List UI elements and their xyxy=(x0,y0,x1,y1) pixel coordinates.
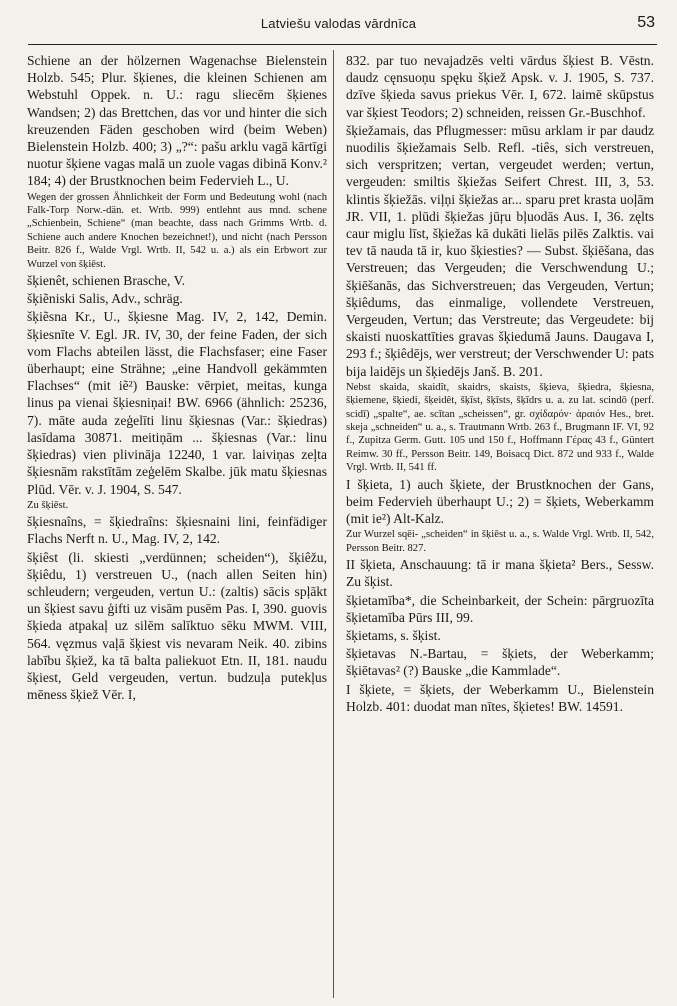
etymology-note: Wegen der grossen Ähnlichkeit der Form und Bedeutung wohl (nach Falk-Torp Norw.-dän. et. Wrtb. 999) entlehnt aus mnd. schene „Schienbein, Schiene“ (man beachte, dass nach Grimms Wrtb. d. Schiene auch andere Knochen bezeichnet!), und nicht (nach Persson Beitr. 826 f., Walde Vrgl. Wrtb. II, 542 u. a.) als ein Erbwort zur Wurzel von šķiēst. xyxy=(27,191,327,270)
entry-paragraph: šķienêt, schienen Brasche, V. xyxy=(27,273,186,289)
entry-paragraph: I šķiete, = šķiets, der Weberkamm U., Bielenstein Holzb. 401: duodat man nītes, šķietes! BW. 14591. xyxy=(346,681,654,714)
header-rule xyxy=(28,44,657,45)
page-number: 53 xyxy=(637,14,655,31)
etymology-note: Zur Wurzel sqēi- „scheiden“ in šķiēst u. a., s. Walde Vrgl. Wrtb. II, 542, Persson Beitr. 827. xyxy=(346,529,654,554)
entry-paragraph: šķiêst (li. skiesti „verdünnen; scheiden“), šķiêžu, šķiêdu, 1) verstreuen U., (nach allen Seiten hin) schleudern; vergeuden, vertun U.: (zaltis) sācis spļākt un šķiest savu ģifti uz visām pusēm Pas. I, 390. guovis šķieda atpakaļ uz silēm salīktuo sēku MWM. VIII, 564. vęzmus vaļā šķiest vis nevaram Neik. 40. zibins labību šķiež, ka tā balta paliekuot Etn. II, 181. naudu šķiest, Geld vergeuden, vertun. budzuļa putekļus mēness šķiež Vēr. I, xyxy=(27,549,327,703)
entry-paragraph: II šķieta, Anschauung: tā ir mana šķieta² Bers., Sessw. Zu šķist. xyxy=(346,557,654,590)
entry-paragraph: šķietams, s. šķist. xyxy=(346,627,441,643)
entry-paragraph: šķiesnaîns, = šķiedraîns: šķiesnaini lini, feinfädiger Flachs Nerft n. U., Mag. IV, 2, 142. xyxy=(27,514,327,547)
entry-paragraph: šķiežamais, das Pflugmesser: mūsu arklam ir par daudz nuodilis šķiežamais Selb. Refl. -tiês, sich verstreuen, sich verspritzen; vertan, vergeudet werden; vertun, vergeuden: smiltis šķiežas Seifert Chrest. III, 3, 53. klintis šķiežās. viļņi šķiežas ar... sparu pret krasta uoļām JR. VII, 1. plūdi šķiežas jūŗu bļuodās Aus. I, 36. zęlts caur miglu līst, šķiežas kā dukāti lielās pilēs Zalktis. vai tev tā nauda tā ir, kuo šķiesties? — Subst. šķiēšana, das Verstreuen; das Vergeuden; die Verschwendung U.; šķiēšanās, das Sichverstreuen; das Vergeuden, Vertun; šķiêdums, das einmalige, vollendete Verstreuen, Vergeuden, Vertun; das Verstreute; das Vergeudete: bij skaisti nuoskattīties gravas šķiedumā Jauns. Daugava I, 293 f.; šķiêdējs, wer verstreut; der Verschwender U: pats bija laidējs un šķiedējs Janš. B. 201. xyxy=(346,122,654,379)
running-title: Latviešu valodas vārdnīca xyxy=(260,16,417,31)
etymology-note: Nebst skaida, skaidît, skaidrs, skaists, šķieva, šķiedra, šķiesna, šķiemene, šķiedi, šķeidêt, šķīst, šķīsts, šķīdrs u. a. zu lat. scindō (perf. scidī) „spalte“, ae. scītan „scheissen“, gr. σχίδαρόν· ἀραιόν Hes., bret. skeja „schneiden“ u. a., s. Trautmann Wrtb. 263 f., Brugmann IF. VI, 92 f., Zupitza Germ. Gutt. 105 und 150 f., Hoffmann Γέρας 43 f., Güntert Reimw. 30 ff., Persson Beitr. 149, Boisacq Dict. 872 und 933 f., Walde Vrgl. Wrtb. II, 541 ff. xyxy=(346,381,654,474)
entry-paragraph: šķietavas N.-Bartau, = šķiets, der Weberkamm; šķiētavas² (?) Bauske „die Kammlade“. xyxy=(346,646,654,679)
entry-paragraph: šķiẽniski Salis, Adv., schräg. xyxy=(27,291,183,307)
right-column xyxy=(346,52,654,715)
etymology-note: Zu šķiēst. xyxy=(27,499,69,511)
left-column xyxy=(27,52,327,703)
page-header xyxy=(0,10,677,44)
column-divider xyxy=(333,50,334,998)
entry-paragraph: 832. par tuo nevajadzēs velti vārdus šķiest B. Vēstn. daudz cęnsuoņu spęku šķiež Apsk. v. J. 1905, S. 737. dzīve šķieda savus priekus Vēr. I, 672. laimē skūpstus var šķiest Teodors; 2) schneiden, reissen Gr.-Buschhof. xyxy=(346,53,654,120)
entry-paragraph: Schiene an der hölzernen Wagenachse Bielenstein Holzb. 545; Plur. šķienes, die kleinen Schienen am Webstuhl Oppek. n. U.: ragu sliecēm šķienes Wandsen; 2) das Brettchen, das vor und hinter die sich kreuzenden Fäden geschoben wird (beim Weben) Bielenstein Holzb. 400; 3) „?“: pašu arklu vagā kārtīgi nuotur šķiene vagas malā un zuole vagas dibinā Konv.² 184; 4) der Brustknochen beim Federvieh L., U. xyxy=(27,53,327,189)
entry-paragraph: šķietamība*, die Scheinbarkeit, der Schein: pārgruozīta šķietamība Pūrs III, 99. xyxy=(346,592,654,625)
entry-paragraph: I šķieta, 1) auch šķiete, der Brustknochen der Gans, beim Federvieh überhaupt U.; 2) = šķiets, Weberkamm (mit ie²) Alt-Kalz. xyxy=(346,476,654,527)
entry-paragraph: šķiẽsna Kr., U., šķiesne Mag. IV, 2, 142, Demin. šķiesnīte V. Egl. JR. IV, 30, der feine Faden, der sich vom Flachs abteilen lässt, die Flachsfaser; eine Faser überhaupt; eine Strähne; „eine Handvoll gekämmten Flachses“ (mit iẽ²) Bauske: vērpiet, meitas, kunga linus pa vienai šķiesniņai! BW. 6966 (ähnlich: 25236, 7). māte auda zeģelīti linu šķiesnas (Var.: šķiedras) lasīdama 30871. meitiņām ... šķiesnas (Var.: linu šķiedras) vien plivināja 12240, 1 var. laiviņas zeļta šķiesnām rakstītām zeģelēm Skalbe. jūk matu šķiesnas Plūd. Vēr. v. J. 1904, S. 547. xyxy=(27,309,327,497)
